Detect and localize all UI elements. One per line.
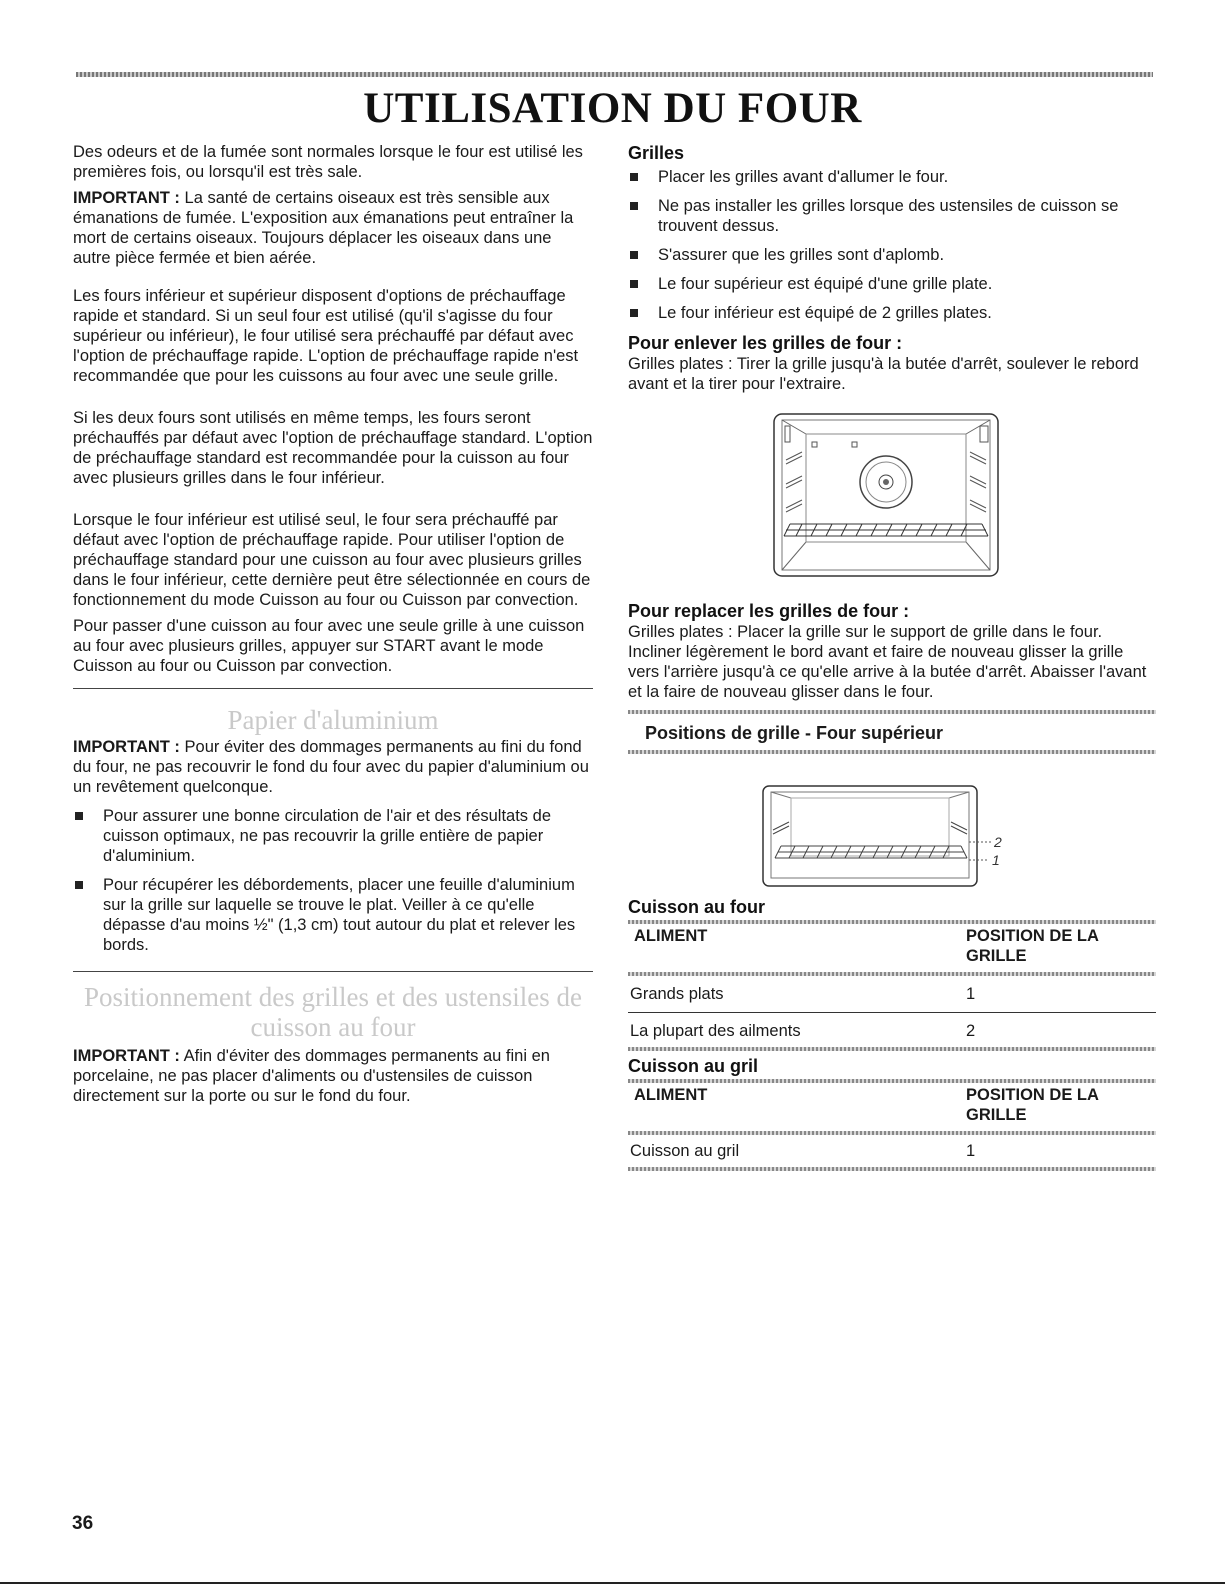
foil-important-paragraph bbox=[73, 737, 593, 797]
bullet-icon bbox=[630, 309, 638, 317]
lower-oven-paragraph: Lorsque le four inférieur est utilisé seul, le four sera préchauffé par défaut avec l'option de préchauffage rapide. Pour utiliser l'option de préchauffage standard pour une cuisson au four avec plusieurs grilles dans le four inférieur, cette dernière peut être sélectionnée en cours de fonctionnement du mode Cuisson au four ou Cuisson par convection. bbox=[73, 511, 591, 609]
bullet-icon bbox=[630, 173, 638, 181]
table-row bbox=[628, 1013, 1156, 1048]
oven-interior-illustration bbox=[772, 412, 1000, 578]
important-label: IMPORTANT : bbox=[73, 189, 180, 207]
list-item: Pour récupérer les débordements, placer une feuille d'aluminium sur la grille sur laquelle se trouve le plat. Veiller à ce qu'elle dépasse d'au moins ½" (1,3 cm) tout autour du plat et relever les bords. bbox=[73, 875, 593, 955]
table-cell: 2 bbox=[966, 1022, 976, 1040]
important-text: La santé de certains oiseaux est très sensible aux émanations de fumée. L'exposition aux émanations peut entraîner la mort de certains oiseaux. Toujours déplacer les oiseaux dans une autre pièce fermée et bien aérée. bbox=[73, 189, 574, 267]
list-item: Le four inférieur est équipé de 2 grilles plates. bbox=[628, 303, 1156, 323]
bullet-icon bbox=[75, 812, 83, 820]
dotted-divider bbox=[628, 710, 1156, 714]
intro-paragraph: Des odeurs et de la fumée sont normales lorsque le four est utilisé les premières fois, ou lorsqu'il est très sale. bbox=[73, 143, 583, 181]
right-column bbox=[628, 142, 1156, 1171]
table-cell: Cuisson au gril bbox=[630, 1142, 740, 1160]
table-cell: Grands plats bbox=[630, 985, 724, 1003]
remove-racks-heading: Pour enlever les grilles de four : bbox=[628, 333, 903, 353]
replace-racks-heading: Pour replacer les grilles de four : bbox=[628, 601, 910, 621]
table-cell: 1 bbox=[966, 985, 976, 1003]
dotted-divider bbox=[628, 750, 1156, 754]
replace-racks-text: Grilles plates : Placer la grille sur le support de grille dans le four. Incliner légèrement le bord avant et faire de nouveau glisser la grille vers l'arrière jusqu'à ce qu'elle arrive à la butée d'arrêt. Abaisser l'avant et la faire de nouveau glisser dans le four. bbox=[628, 623, 1147, 701]
column-header: POSITION DE LA GRILLE bbox=[966, 927, 1099, 965]
both-ovens-paragraph: Si les deux fours sont utilisés en même temps, les fours seront préchauffés par défaut avec l'option de préchauffage standard. L'option de préchauffage standard est recommandée pour la cuisson au four avec plusieurs grilles dans le four inférieur. bbox=[73, 409, 593, 487]
important-text: Pour éviter des dommages permanents au fini du fond du four, ne pas recouvrir le fond du four avec du papier d'aluminium ou un revêtement quelconque. bbox=[73, 738, 589, 796]
table-row bbox=[628, 976, 1156, 1013]
bake-heading: Cuisson au four bbox=[628, 897, 766, 917]
preheat-paragraph: Les fours inférieur et supérieur disposent d'options de préchauffage rapide et standard. Si un seul four est utilisé (qu'il s'agisse du four supérieur ou inférieur), le four utilisé sera préchauffé par défaut avec l'option de préchauffage rapide. L'option de préchauffage rapide n'est recommandée que pour les cuissons au four avec une seule grille. bbox=[73, 287, 579, 385]
bottom-rule bbox=[0, 1582, 1225, 1584]
foil-bullet-list bbox=[73, 806, 593, 955]
positioning-section-heading: Positionnement des grilles et des ustensiles de cuisson au four bbox=[84, 982, 582, 1042]
list-item: Le four supérieur est équipé d'une grille plate. bbox=[628, 274, 1156, 294]
table-row bbox=[628, 1135, 1156, 1167]
foil-section-heading: Papier d'aluminium bbox=[227, 705, 439, 735]
list-item: S'assurer que les grilles sont d'aplomb. bbox=[628, 245, 1156, 265]
page-number: 36 bbox=[72, 1513, 94, 1534]
page-title: UTILISATION DU FOUR bbox=[363, 85, 862, 132]
bullet-icon bbox=[630, 280, 638, 288]
left-column bbox=[73, 142, 593, 1106]
list-item: Pour assurer une bonne circulation de l'air et des résultats de cuisson optimaux, ne pas recouvrir la grille entière de papier d'aluminium. bbox=[73, 806, 593, 866]
porcelain-important-paragraph bbox=[73, 1046, 593, 1106]
dotted-divider bbox=[628, 1047, 1156, 1051]
list-item: Ne pas installer les grilles lorsque des ustensiles de cuisson se trouvent dessus. bbox=[628, 196, 1156, 236]
broil-heading: Cuisson au gril bbox=[628, 1056, 759, 1076]
important-label: IMPORTANT : bbox=[73, 738, 180, 756]
important-text: Afin d'éviter des dommages permanents au fini en porcelaine, ne pas placer d'aliments ou d'ustensiles de cuisson directement sur la porte ou sur le fond du four. bbox=[73, 1047, 550, 1105]
broil-table-body bbox=[628, 1135, 1156, 1167]
column-header: ALIMENT bbox=[634, 927, 708, 945]
bullet-icon bbox=[75, 881, 83, 889]
grilles-heading: Grilles bbox=[628, 143, 685, 163]
bake-table-body bbox=[628, 976, 1156, 1047]
table-header-row bbox=[628, 1083, 1156, 1125]
table-cell: La plupart des ailments bbox=[630, 1022, 801, 1040]
bake-table bbox=[628, 924, 1156, 966]
remove-racks-text: Grilles plates : Tirer la grille jusqu'à la butée d'arrêt, soulever le rebord avant et la tirer pour l'extraire. bbox=[628, 355, 1139, 393]
rack-positions-title: Positions de grille - Four supérieur bbox=[645, 723, 944, 743]
column-header: ALIMENT bbox=[634, 1086, 708, 1104]
bullet-icon bbox=[630, 202, 638, 210]
rack-position-label: 2 bbox=[994, 834, 1002, 850]
section-divider bbox=[73, 688, 593, 689]
start-paragraph: Pour passer d'une cuisson au four avec une seule grille à une cuisson au four avec plusieurs grilles, appuyer sur START avant le mode Cuisson au four ou Cuisson par convection. bbox=[73, 617, 585, 675]
list-item: Placer les grilles avant d'allumer le four. bbox=[628, 167, 1156, 187]
rack-position-label: 1 bbox=[992, 852, 1000, 868]
grilles-bullet-list bbox=[628, 167, 1156, 323]
top-rule bbox=[76, 72, 1153, 77]
broil-table bbox=[628, 1083, 1156, 1125]
section-divider bbox=[73, 971, 593, 972]
dotted-divider bbox=[628, 1167, 1156, 1171]
bullet-icon bbox=[630, 251, 638, 259]
column-header: POSITION DE LA GRILLE bbox=[966, 1086, 1099, 1124]
important-birds-paragraph bbox=[73, 188, 593, 268]
rack-positions-illustration bbox=[761, 784, 1011, 892]
table-header-row bbox=[628, 924, 1156, 966]
important-label: IMPORTANT : bbox=[73, 1047, 180, 1065]
table-cell: 1 bbox=[966, 1142, 976, 1160]
